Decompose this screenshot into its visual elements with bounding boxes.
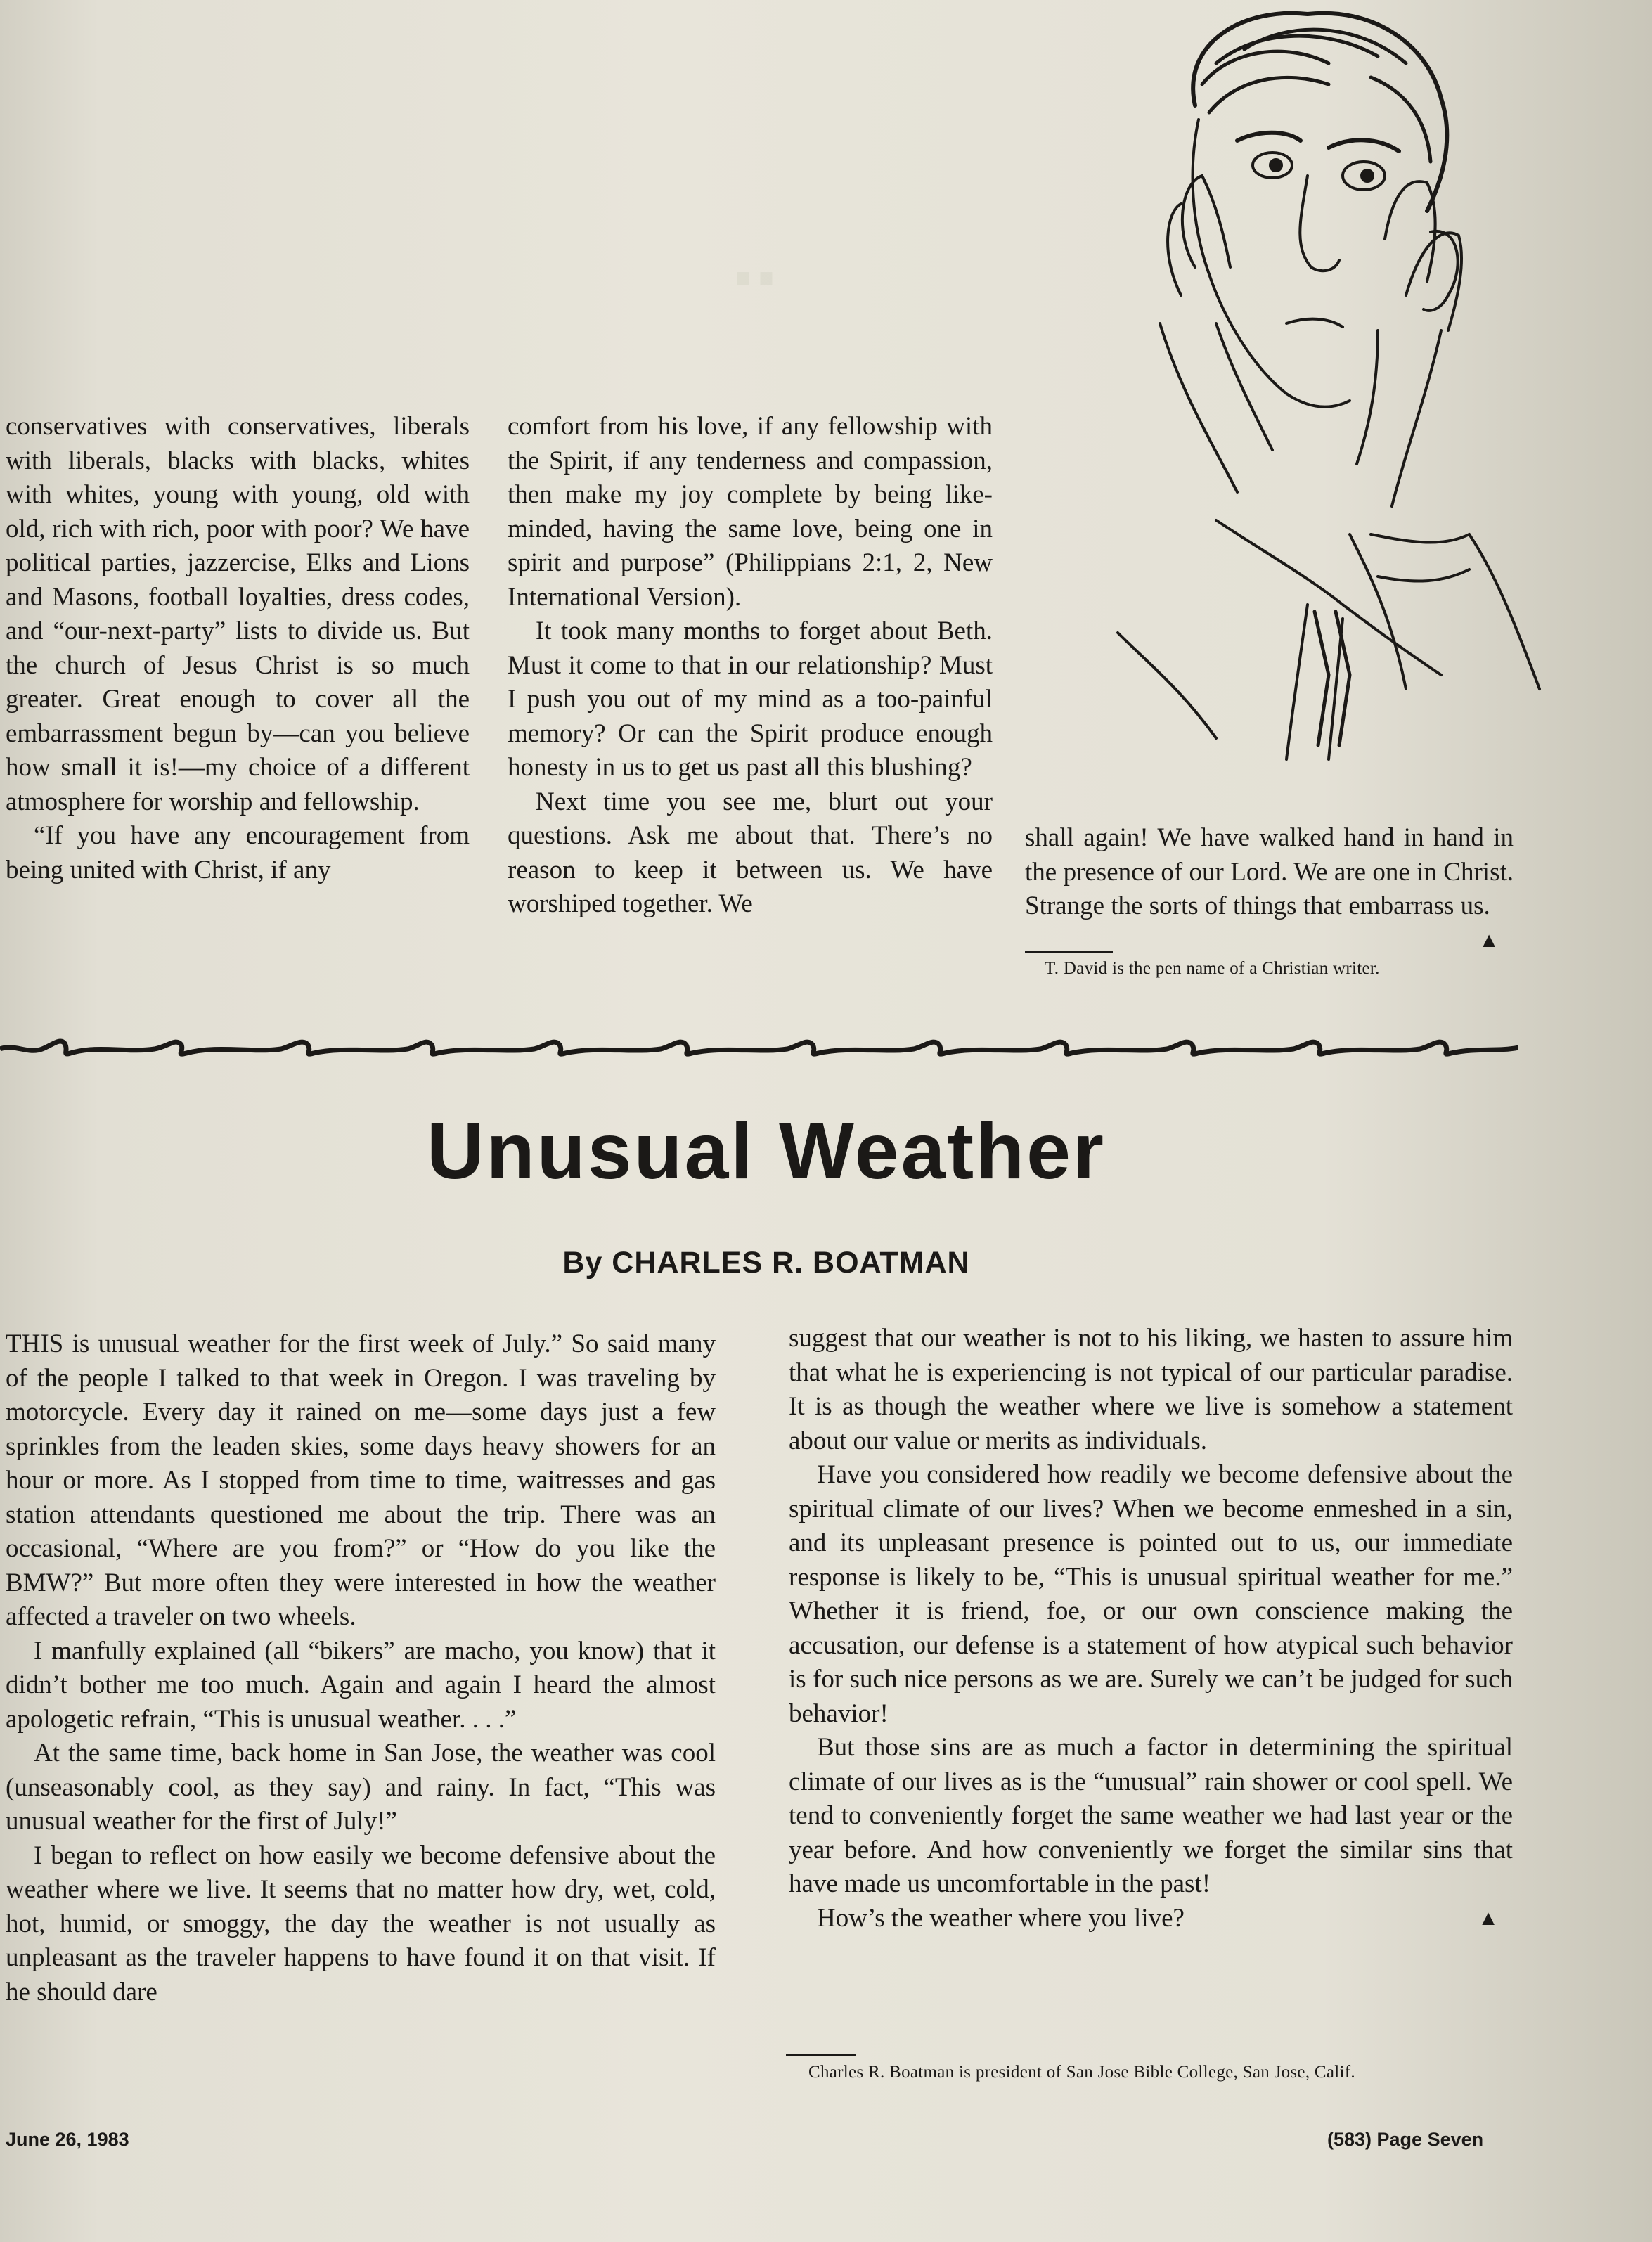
top-article-column-1 xyxy=(6,410,470,887)
author-credit: Charles R. Boatman is president of San Jose Bible College, San Jose, Calif. xyxy=(808,2063,1355,2082)
top-article-column-2 xyxy=(508,410,993,922)
embarrassed-man-illustration xyxy=(1076,0,1554,787)
credit-rule xyxy=(786,2054,856,2056)
paragraph-text: shall again! We have walked hand in hand in the presence of our Lord. We are one in Christ. Strange the sorts of things that embarrass us. xyxy=(1025,823,1514,920)
end-mark-icon: ▲ xyxy=(1478,1906,1499,1930)
paragraph: “If you have any encouragement from being united with Christ, if any xyxy=(6,821,470,884)
main-article-column-1 xyxy=(6,1327,716,2009)
credit-rule xyxy=(1025,951,1113,953)
paragraph: conservatives with conservatives, liberals with liberals, blacks with blacks, whites with whites, young with young, old with old, rich with rich, poor with poor? We have political parties, jazzercise, Elks and Lions and Masons, football loyalties, dress codes, and “our-next-party” lists to divide us. But the church of Jesus Christ is so much greater. Great enough to cover all the embarrassment begun by—can you believe how small it is!—my choice of a different atmosphere for worship and fellowship. xyxy=(6,412,470,816)
paragraph: Have you considered how readily we become defensive about the spiritual climate of our lives? When we become enmeshed in a sin, and its unpleasant presence is pointed out to us, our immediate response is likely to be, “This is unusual spiritual weather for me.” Whether it is friend, foe, or our own conscience making the accusation, our defense is a statement of how atypical such behavior is for such nice persons as we are. Surely we can’t be judged for such behavior! xyxy=(789,1460,1513,1728)
paragraph: THIS is unusual weather for the first week of July.” So said many of the people I talked to that week in Oregon. I was traveling by motorcycle. Every day it rained on me—some days just a few sprinkles from the leaden skies, some days heavy showers for an hour or more. As I stopped from time to time, waitresses and gas station attendants questioned me about the trip. There was an occasional, “Where are you from?” or “How do you like the BMW?” But more often they were interested in how the weather affected a traveler on two wheels. xyxy=(6,1329,716,1631)
paragraph xyxy=(789,1902,1513,1936)
paragraph: I manfully explained (all “bikers” are macho, you know) that it didn’t bother me too much. Again and again I heard the almost apologetic refrain, “This is unusual weather. . . .” xyxy=(6,1636,716,1734)
article-title: Unusual Weather xyxy=(427,1107,1106,1195)
author-credit: T. David is the pen name of a Christian writer. xyxy=(1045,959,1380,978)
article-byline: By CHARLES R. BOATMAN xyxy=(562,1246,970,1280)
decorative-divider xyxy=(0,1028,1518,1070)
issue-date: June 26, 1983 xyxy=(6,2129,129,2150)
paragraph: I began to reflect on how easily we become defensive about the weather where we live. It seems that no matter how dry, wet, cold, hot, humid, or smoggy, the day the weather is not usually as unpleasant as the traveler happens to have found it on that visit. If he should dare xyxy=(6,1841,716,2006)
paragraph: comfort from his love, if any fellowship with the Spirit, if any tenderness and compassion, then make my joy complete by being like-minded, having the same love, being one in spirit and purpose” (Philippians 2:1, 2, New International Version). xyxy=(508,412,993,612)
watermark-text: .. xyxy=(731,209,778,303)
end-mark-icon: ▲ xyxy=(1478,928,1499,952)
paragraph-text: How’s the weather where you live? xyxy=(817,1903,1185,1933)
paragraph: But those sins are as much a factor in determining the spiritual climate of our lives as is the “unusual” rain shower or cool spell. We tend to conveniently forget the same weather we had last year or the year before. And how conveniently we forget the similar sins that have made us uncomfortable in the past! xyxy=(789,1733,1513,1898)
paragraph xyxy=(1025,821,1514,952)
main-article-column-2 xyxy=(789,1322,1513,1935)
paragraph: It took many months to forget about Beth. Must it come to that in our relationship? Must I push you out of my mind as a too-painful memory? Or can the Spirit produce enough honesty in us to get us past all this blushing? xyxy=(508,617,993,782)
paragraph: Next time you see me, blurt out your questions. Ask me about that. There’s no reason to keep it between us. We have worshiped together. We xyxy=(508,787,993,918)
paragraph: At the same time, back home in San Jose, the weather was cool (unseasonably cool, as they say) and rainy. In fact, “This was unusual weather for the first of July!” xyxy=(6,1739,716,1836)
top-article-column-3 xyxy=(1025,821,1514,958)
paragraph: suggest that our weather is not to his liking, we hasten to assure him that what he is experiencing is not typical of our particular paradise. It is as though the weather where we live is somehow a statement about our value or merits as individuals. xyxy=(789,1324,1513,1455)
page-number: (583) Page Seven xyxy=(1327,2129,1484,2150)
